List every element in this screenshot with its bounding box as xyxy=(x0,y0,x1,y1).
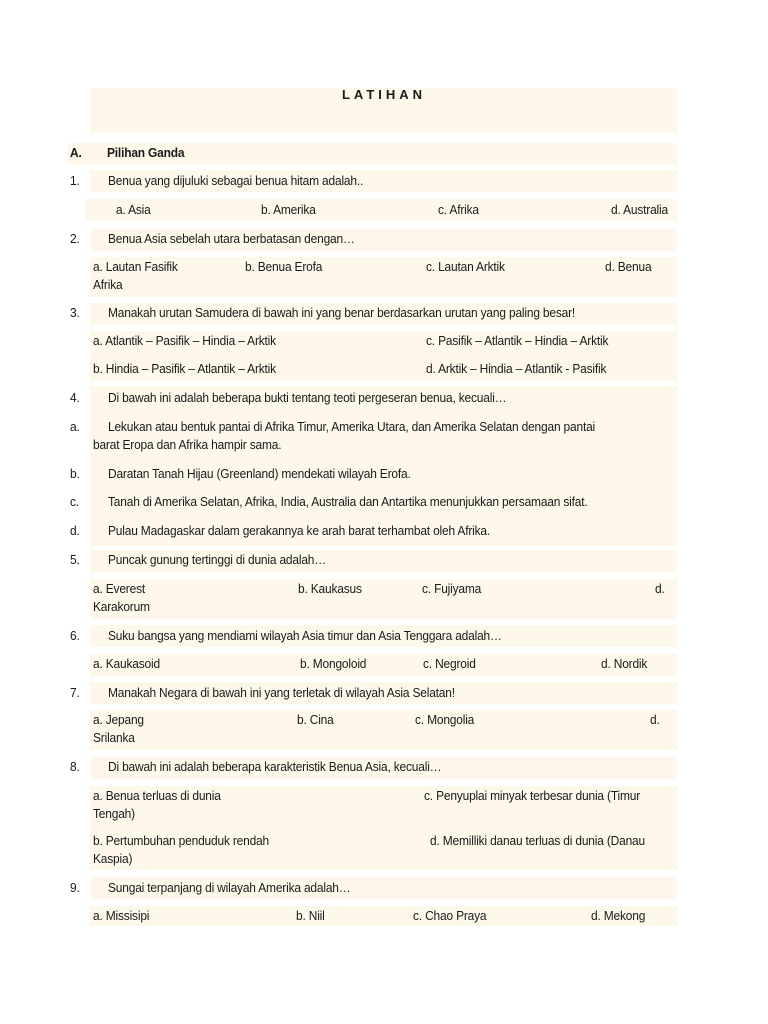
option-c: c. Chao Praya xyxy=(413,908,487,923)
option-c-text: Tanah di Amerika Selatan, Afrika, India, Australia dan Antartika menunjukkan persamaan sifat. xyxy=(108,494,588,509)
option-c: c. Pasifik – Atlantik – Hindia – Arktik xyxy=(426,333,609,348)
question-number: 2. xyxy=(70,231,80,246)
option-d: d. Memilliki danau terluas di dunia (Danau xyxy=(430,833,645,848)
question-number: 8. xyxy=(70,759,80,774)
question-text: Di bawah ini adalah beberapa karakteristik Benua Asia, kecuali… xyxy=(108,759,442,774)
option-b: b. Kaukasus xyxy=(298,581,362,596)
question-number: 3. xyxy=(70,305,80,320)
option-c-letter: c. xyxy=(70,494,79,509)
option-b: b. Amerika xyxy=(261,202,316,217)
option-d: d. xyxy=(655,581,665,596)
option-c: c. Mongolia xyxy=(415,712,475,727)
option-d: d. Benua xyxy=(605,259,652,274)
option-a: a. Asia xyxy=(116,202,151,217)
option-b-letter: b. xyxy=(70,466,80,481)
question-text: Suku bangsa yang mendiami wilayah Asia timur dan Asia Tenggara adalah… xyxy=(108,628,502,643)
question-number: 1. xyxy=(70,173,80,188)
option-b: b. Pertumbuhan penduduk rendah xyxy=(93,833,270,848)
option-d: d. xyxy=(650,712,660,727)
q6-options-band xyxy=(90,654,677,676)
option-a: a. Missisipi xyxy=(93,908,150,923)
q2-options-band xyxy=(90,257,677,297)
section-letter: A. xyxy=(70,145,82,160)
question-text: Puncak gunung tertinggi di dunia adalah… xyxy=(108,552,327,567)
option-d-text: Pulau Madagaskar dalam gerakannya ke arah barat terhambat oleh Afrika. xyxy=(108,523,491,538)
question-text: Manakah urutan Samudera di bawah ini yang benar berdasarkan urutan yang paling besar! xyxy=(108,305,576,320)
question-number: 9. xyxy=(70,880,80,895)
option-a: a. Kaukasoid xyxy=(93,656,160,671)
option-d-continued: Srilanka xyxy=(93,730,135,745)
option-a: a. Atlantik – Pasifik – Hindia – Arktik xyxy=(93,333,276,348)
option-c: c. Fujiyama xyxy=(422,581,482,596)
option-b: b. Cina xyxy=(297,712,334,727)
option-d: d. Nordik xyxy=(601,656,648,671)
question-number: 6. xyxy=(70,628,80,643)
option-c: c. Afrika xyxy=(438,202,479,217)
option-a: a. Everest xyxy=(93,581,146,596)
q5-options-band xyxy=(90,579,677,619)
option-a: a. Lautan Fasifik xyxy=(93,259,178,274)
option-a: a. Jepang xyxy=(93,712,144,727)
question-text: Sungai terpanjang di wilayah Amerika adalah… xyxy=(108,880,351,895)
option-a: a. Benua terluas di dunia xyxy=(93,788,221,803)
option-a-text: Lekukan atau bentuk pantai di Afrika Timur, Amerika Utara, dan Amerika Selatan dengan pantai xyxy=(108,419,596,434)
option-d-continued: Kaspia) xyxy=(93,851,133,866)
option-b: b. Benua Erofa xyxy=(245,259,323,274)
question-number: 7. xyxy=(70,685,80,700)
option-b: b. Mongoloid xyxy=(300,656,367,671)
option-a-text-continued: barat Eropa dan Afrika hampir sama. xyxy=(93,437,282,452)
q9-options-band xyxy=(90,906,677,926)
section-label: Pilihan Ganda xyxy=(107,145,185,160)
option-c: c. Negroid xyxy=(423,656,476,671)
option-d-continued: Afrika xyxy=(93,277,123,292)
option-c: c. Lautan Arktik xyxy=(426,259,505,274)
option-d: d. Australia xyxy=(611,202,668,217)
question-text: Benua yang dijuluki sebagai benua hitam adalah.. xyxy=(108,173,364,188)
page-title: LATIHAN xyxy=(341,87,427,102)
option-d: d. Mekong xyxy=(591,908,646,923)
option-b-text: Daratan Tanah Hijau (Greenland) mendekati wilayah Erofa. xyxy=(108,466,411,481)
question-text: Di bawah ini adalah beberapa bukti tentang teoti pergeseran benua, kecuali… xyxy=(108,390,507,405)
q7-options-band xyxy=(90,710,677,750)
option-c-continued: Tengah) xyxy=(93,806,135,821)
option-d-continued: Karakorum xyxy=(93,599,150,614)
question-number: 5. xyxy=(70,552,80,567)
question-text: Manakah Negara di bawah ini yang terletak di wilayah Asia Selatan! xyxy=(108,685,455,700)
q1-options-band xyxy=(85,199,677,221)
option-d-letter: d. xyxy=(70,523,80,538)
option-d: d. Arktik – Hindia – Atlantik - Pasifik xyxy=(426,361,607,376)
option-a-letter: a. xyxy=(70,419,80,434)
option-c: c. Penyuplai minyak terbesar dunia (Timur xyxy=(424,788,641,803)
question-number: 4. xyxy=(70,390,80,405)
option-b: b. Hindia – Pasifik – Atlantik – Arktik xyxy=(93,361,276,376)
option-b: b. Niil xyxy=(296,908,325,923)
question-text: Benua Asia sebelah utara berbatasan dengan… xyxy=(108,231,355,246)
